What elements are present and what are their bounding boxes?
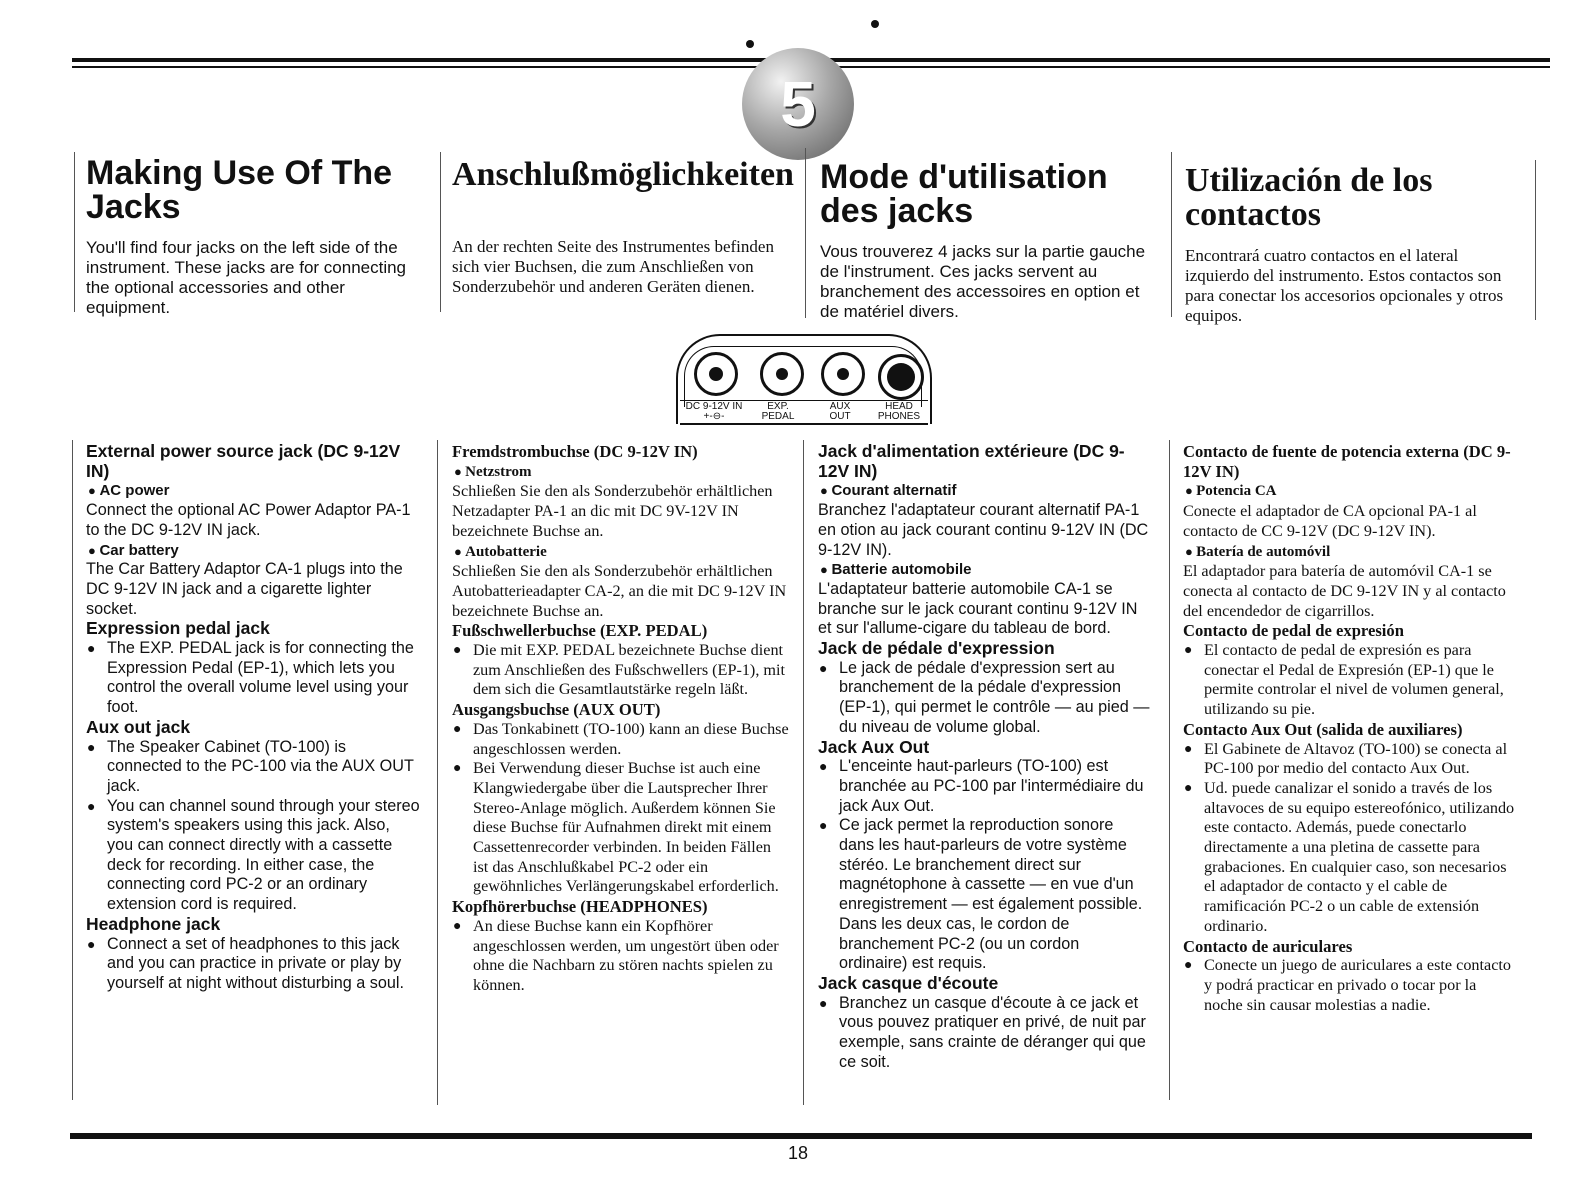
- list-item: ● El Gabinete de Altavoz (TO-100) se conecta al PC-100 por medio del contacto Aux Out.: [1183, 740, 1517, 779]
- spanish-headphone-list: [1183, 956, 1517, 1015]
- spanish-headphone-heading: Contacto de auriculares: [1183, 936, 1353, 956]
- dc-in-jack-icon: [694, 352, 738, 396]
- column-divider: [803, 440, 804, 1105]
- column-divider: [440, 152, 441, 312]
- page-number: 18: [787, 1143, 809, 1163]
- english-car-text: The Car Battery Adaptor CA-1 plugs into the DC 9-12V IN jack and a cigarette lighter socket.: [86, 560, 403, 618]
- german-aux-list: [452, 720, 790, 897]
- aux-out-label: AUX OUT: [829, 401, 851, 422]
- english-aux-heading: Aux out jack: [86, 716, 191, 737]
- english-ac-subheading: ● AC power: [88, 481, 420, 501]
- dc-in-label: DC 9-12V IN +-⊖-: [685, 401, 743, 422]
- german-power-heading: Fremdstrombuchse (DC 9-12V IN): [452, 442, 698, 461]
- spanish-body: [1183, 442, 1517, 1015]
- aux-out-jack-icon: [821, 352, 865, 396]
- german-title: Anschlußmöglichkeiten: [452, 156, 794, 193]
- list-item: ● Bei Verwendung dieser Buchse ist auch eine Klangwiedergabe über die Lautsprecher Ihrer Stereo-Anlage möglich. Außerdem können Sie diese Buchse für Aufnahmen direkt mit einem Cassettenrecorder verbinden. In beiden Fällen ist das Anschlußkabel PC-2 oder ein gewöhnliches Verlängerungskabel erforderlich.: [452, 759, 790, 897]
- column-divider: [74, 152, 75, 312]
- spanish-power-heading: Contacto de fuente de potencia externa (DC 9-12V IN): [1183, 442, 1511, 481]
- english-intro-block: [86, 150, 424, 318]
- list-item: ● The EXP. PEDAL jack is for connecting the Expression Pedal (EP-1), which lets you control the overall volume level using your foot.: [86, 639, 420, 718]
- english-intro: You'll find four jacks on the left side of the instrument. These jacks are for connecting the optional accessories and other equipment.: [86, 238, 407, 317]
- french-exp-list: [818, 659, 1152, 738]
- german-exp-list: [452, 641, 790, 700]
- exp-pedal-jack-icon: [760, 352, 804, 396]
- spanish-ac-text: Conecte el adaptador de CA opcional PA-1 al contacto de CC 9-12V (DC 9-12V IN).: [1183, 502, 1477, 540]
- spanish-car-text: El adaptador para batería de automóvil CA-1 se conecta al contacto de DC 9-12V IN y al contacto del encendedor de cigarrillos.: [1183, 562, 1506, 620]
- german-body: [452, 442, 790, 996]
- german-aux-heading: Ausgangsbuchse (AUX OUT): [452, 700, 661, 720]
- ink-speck: [871, 20, 879, 28]
- column-divider: [1535, 160, 1536, 320]
- column-divider: [437, 440, 438, 1105]
- french-intro-block: [820, 150, 1154, 322]
- german-exp-heading: Fußschwellerbuchse (EXP. PEDAL): [452, 621, 708, 641]
- headphones-jack-icon: [878, 354, 924, 400]
- spanish-aux-list: [1183, 740, 1517, 937]
- french-ac-text: Branchez l'adaptateur courant alternatif PA-1 en otion au jack courant continu 9-12V IN (DC 9-12V IN).: [818, 501, 1149, 559]
- list-item: ● Conecte un juego de auriculares a este contacto y podrá practicar en privado o tocar por la noche sin causar molestias a nadie.: [1183, 956, 1517, 1015]
- english-power-heading: External power source jack (DC 9-12V IN): [86, 441, 401, 481]
- english-car-subheading: ● Car battery: [88, 541, 420, 561]
- french-power-heading: Jack d'alimentation extérieure (DC 9-12V IN): [818, 441, 1125, 481]
- list-item: ● You can channel sound through your stereo system's speakers using this jack. Also, you can connect directly with a cassette deck for recording. In either case, the connecting cord PC-2 or an ordinary extension cord is required.: [86, 797, 420, 915]
- english-headphone-heading: Headphone jack: [86, 913, 221, 934]
- spanish-car-subheading: ● Batería de automóvil: [1185, 542, 1517, 563]
- spanish-ac-subheading: ● Potencia CA: [1185, 481, 1517, 502]
- french-intro: Vous trouverez 4 jacks sur la partie gauche de l'instrument. Ces jacks servent au branchement des accessoires en option et de matériel divers.: [820, 242, 1146, 321]
- french-aux-heading: Jack Aux Out: [818, 736, 930, 757]
- list-item: ● Die mit EXP. PEDAL bezeichnete Buchse dient zum Anschließen des Fußschwellers (EP-1), mit dem sich die Gesamtlautstärke regeln läßt.: [452, 641, 790, 700]
- spanish-title: Utilización de los contactos: [1185, 162, 1433, 233]
- column-divider: [805, 148, 806, 318]
- spanish-intro-block: [1185, 150, 1519, 326]
- english-exp-list: [86, 639, 420, 718]
- list-item: ● Branchez un casque d'écoute à ce jack et vous pouvez pratiquer en privé, de nuit par exemple, sans crainte de déranger qui que ce soit.: [818, 994, 1152, 1073]
- list-item: ● Ce jack permet la reproduction sonore dans les haut-parleurs de votre système stéréo. Le branchement direct sur magnétophone à cassette — en vue d'un enregistrement — est également possible. Dans les deux cas, le cordon de branchement PC-2 (ou un cordon ordinaire) est requis.: [818, 816, 1152, 974]
- list-item: ● An diese Buchse kann ein Kopfhörer angeschlossen werden, um ungestört üben oder ohne die Nachbarn zu stören nachts spielen zu können.: [452, 917, 790, 996]
- german-net-text: Schließen Sie den als Sonderzubehör erhältlichen Netzadapter PA-1 an dic mit DC 9V-12V IN bezeichnete Buchse an.: [452, 482, 773, 540]
- list-item: ● Ud. puede canalizar el sonido a través de los altavoces de su equipo estereofónico, utilizando este contacto. Además, puede conectarlo directamente a una pletina de cassette para grabaciones. En cualquier caso, son necesarios el adaptador de contacto y el cable de ramificación PC-2 o un cable de extensión ordinario.: [1183, 779, 1517, 937]
- spanish-exp-heading: Contacto de pedal de expresión: [1183, 621, 1404, 641]
- list-item: ● Das Tonkabinett (TO-100) kann an diese Buchse angeschlossen werden.: [452, 720, 790, 759]
- list-item: ● Le jack de pédale d'expression sert au branchement de la pédale d'expression (EP-1), qui permet le contrôle — au pied — du niveau de volume global.: [818, 659, 1152, 738]
- column-divider: [1171, 152, 1172, 317]
- english-aux-list: [86, 738, 420, 915]
- spanish-aux-heading: Contacto Aux Out (salida de auxiliares): [1183, 719, 1463, 739]
- headphones-label: HEAD PHONES: [877, 401, 921, 422]
- german-headphone-list: [452, 917, 790, 996]
- chapter-number: 5: [780, 68, 816, 140]
- french-title: Mode d'utilisation des jacks: [820, 158, 1108, 230]
- exp-pedal-label: EXP. PEDAL: [761, 401, 795, 422]
- english-title: Making Use Of The Jacks: [86, 154, 393, 226]
- list-item: ● Connect a set of headphones to this jack and you can practice in private or play by yourself at night without disturbing a soul.: [86, 935, 420, 994]
- english-ac-text: Connect the optional AC Power Adaptor PA-1 to the DC 9-12V IN jack.: [86, 501, 411, 539]
- german-net-subheading: ● Netzstrom: [454, 462, 790, 483]
- bottom-rule: [70, 1133, 1532, 1139]
- column-divider: [1169, 440, 1170, 1100]
- french-car-text: L'adaptateur batterie automobile CA-1 se branche sur le jack courant continu 9-12V IN et sur l'allume-cigare du tableau de bord.: [818, 579, 1138, 638]
- german-intro-block: [452, 150, 792, 297]
- chapter-badge: [742, 48, 854, 160]
- german-headphone-heading: Kopfhörerbuchse (HEADPHONES): [452, 897, 708, 917]
- french-body: [818, 442, 1152, 1073]
- spanish-exp-list: [1183, 641, 1517, 720]
- french-aux-list: [818, 757, 1152, 974]
- list-item: ● The Speaker Cabinet (TO-100) is connected to the PC-100 via the AUX OUT jack.: [86, 738, 420, 797]
- english-body: [86, 442, 420, 994]
- german-intro: An der rechten Seite des Instrumentes befinden sich vier Buchsen, die zum Anschließen von Sonderzubehör und anderen Geräten dienen.: [452, 237, 774, 296]
- english-headphone-list: [86, 935, 420, 994]
- french-headphone-list: [818, 994, 1152, 1073]
- spanish-intro: Encontrará cuatro contactos en el lateral izquierdo del instrumento. Estos contactos son para conectar los accesorios opcionales y otros equipos.: [1185, 246, 1504, 325]
- french-car-subheading: ● Batterie automobile: [820, 560, 1152, 580]
- column-divider: [72, 440, 73, 1100]
- list-item: ● El contacto de pedal de expresión es para conectar el Pedal de Expresión (EP-1) que le permite controlar el nivel de volumen general, utilizando su pie.: [1183, 641, 1517, 720]
- english-exp-heading: Expression pedal jack: [86, 618, 270, 639]
- french-ac-subheading: ● Courant alternatif: [820, 481, 1152, 501]
- list-item: ● L'enceinte haut-parleurs (TO-100) est branchée au PC-100 par l'intermédiaire du jack Aux Out.: [818, 757, 1152, 816]
- french-exp-heading: Jack de pédale d'expression: [818, 638, 1055, 659]
- german-auto-subheading: ● Autobatterie: [454, 542, 790, 563]
- german-auto-text: Schließen Sie den als Sonderzubehör erhältlichen Autobatterieadapter CA-2, an die mit DC 9-12V IN bezeichnete Buchse an.: [452, 562, 787, 620]
- french-headphone-heading: Jack casque d'écoute: [818, 972, 999, 993]
- ink-speck: [746, 40, 754, 48]
